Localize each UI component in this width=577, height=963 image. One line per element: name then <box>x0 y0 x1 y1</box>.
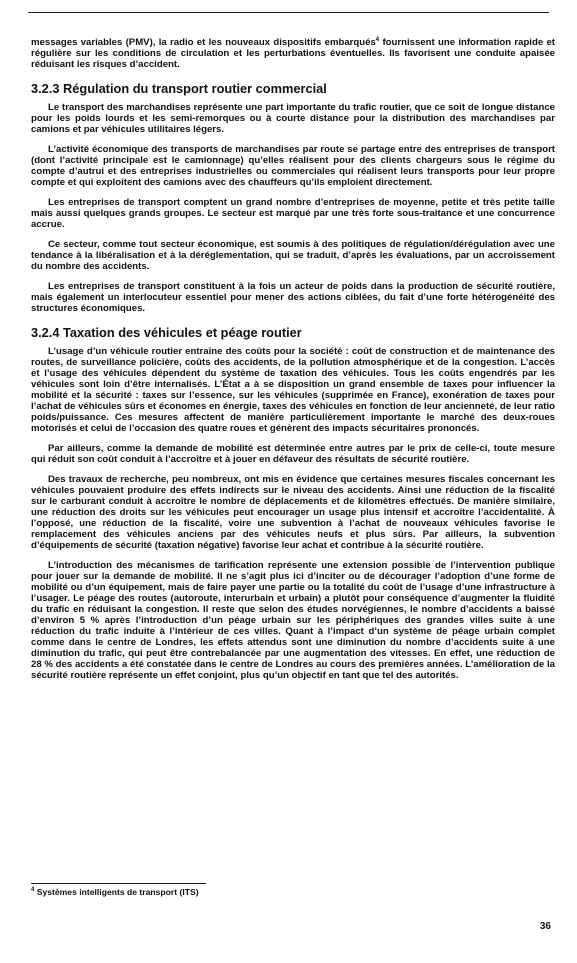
intro-paragraph <box>31 37 555 70</box>
intro-text-start: messages variables (PMV), la radio et les nouveaux dispositifs embarqués <box>31 37 376 48</box>
section-324-heading: 3.2.4 Taxation des véhicules et péage routier <box>31 325 302 340</box>
footnote-rule <box>31 883 206 884</box>
section-323-paragraph: Le transport des marchandises représente une part importante du trafic routier, que ce soit de longue distance pour les poids lourds et les semi-remorques ou à courte distance pour la distribution des marchandises par camions et par véhicules utilitaires légers. <box>31 102 555 135</box>
footnote-marker: 4 <box>31 887 35 894</box>
section-323-paragraph: Ce secteur, comme tout secteur économique, est soumis à des politiques de régulation/dérégulation avec une tendance à la libéralisation et à la déréglementation, qui se traduit, d’après les évaluations, par un accroissement du nombre des accidents. <box>31 239 555 272</box>
section-324-paragraph: Des travaux de recherche, peu nombreux, ont mis en évidence que certaines mesures fiscales concernant les véhicules pouvaient produire des effets indirects sur le niveau des accidents. Ainsi une réduction de la fiscalité sur le carburant conduit à accroître le nombre de déplacements et de kilomètres effectués. De manière similaire, une réduction des droits sur les véhicules peut encourager un usage plus intensif et accroître l’accidentalité. À l’opposé, une réduction de la fiscalité, voire une subvention à l’achat de nouveaux véhicules favorise le remplacement des véhicules anciens par des véhicules neufs et plus sûrs. Par ailleurs, la subvention d’équipements de sécurité (taxation négative) favorise leur achat et contribue à la sécurité routière. <box>31 474 555 551</box>
section-323-paragraph: Les entreprises de transport constituent à la fois un acteur de poids dans la production de sécurité routière, mais également un interlocuteur essentiel pour mener des actions ciblées, du fait d’une forte hétérogénéité des structures économiques. <box>31 281 555 314</box>
intro-text-end: fournissent une information rapide et régulière sur les conditions de circulation et les perturbations éventuelles. Ils favorisent une conduite apaisée réduisant les risques d’accident. <box>31 37 556 70</box>
section-324-paragraph: L’usage d’un véhicule routier entraîne des coûts pour la société : coût de construction et de maintenance des routes, de surveillance policière, coûts des accidents, de la pollution atmosphérique et de la congestion. L’accès et l’usage des véhicules dépendent du système de taxation des véhicules. Tous les coûts engendrés par les véhicules sont loin d’être internalisés. L’État a à se disposition un grand ensemble de taxes pour influencer la mobilité et la sécurité : taxes sur l’essence, sur les véhicules (supprimée en France), exonération de taxes pour l’achat de véhicules sûrs et économes en énergie, taxes des véhicules en fonction de leur ancienneté, de leur ratio poids/puissance. Ces mesures affectent de manière particulièrement importante le marché des deux-roues motorisés et celui de l’occasion des quatre roues et génèrent des impacts sécuritaires prononcés. <box>31 346 555 434</box>
section-323-heading: 3.2.3 Régulation du transport routier commercial <box>31 81 327 96</box>
section-324-paragraph: L’introduction des mécanismes de tarification représente une extension possible de l’intervention publique pour jouer sur la demande de mobilité. Il ne s’agit plus ici d’inciter ou de décourager l’adoption d’une forme de mobilité ou d’un équipement, mais de faire payer une partie ou la totalité du coût de l’usage d’une infrastructure à l’usager. Le péage des routes (autoroute, interurbain et urbain) a plutôt pour conséquence d’augmenter la fluidité du trafic en réduisant la congestion. Il reste que selon des études norvégiennes, le nombre d’accidents a baissé d’environ 5 % après l’introduction d’un péage urbain sur les périphériques des grandes villes suite à une réduction du trafic induite à l’intérieur de ces villes. Quant à l’impact d’un système de péage urbain complet comme dans le centre de Londres, les effets attendus sont une diminution du nombre d’accidents suite à une diminution du trafic, qui peut être contrebalancée par une augmentation des vitesses. En effet, une réduction de 28 % des accidents a été constatée dans le centre de Londres au cours des premières années. L’amélioration de la sécurité routière représente un effet conjoint, plus qu’un objectif en tant que tel des autorités. <box>31 560 555 681</box>
footnote-reference[interactable]: 4 <box>375 36 380 43</box>
section-323-paragraph: L’activité économique des transports de marchandises par route se partage entre des entreprises de transport (dont l’activité principale est le camionnage) qu’elles réalisent pour des clients chargeurs sous le régime du compte d’autrui et des entreprises industrielles ou commerciales qui réalisent leurs transports pour leur propre compte et qui exploitent des camions avec des chauffeurs qu’ils emploient directement. <box>31 144 555 188</box>
section-324-paragraph: Par ailleurs, comme la demande de mobilité est déterminée entre autres par le prix de celle-ci, toute mesure qui réduit son coût conduit à l’accroître et à jouer en défaveur des résultats de sécurité routière. <box>31 443 555 465</box>
header-rule <box>28 12 549 13</box>
section-323-paragraph: Les entreprises de transport comptent un grand nombre d’entreprises de moyenne, petite et très petite taille mais aussi quelques grands groupes. Le secteur est marqué par une très forte sous-traitance et une concurrence accrue. <box>31 197 555 230</box>
page-content <box>31 37 555 690</box>
footnote <box>31 887 199 897</box>
footnote-text: Systèmes intelligents de transport (ITS) <box>34 887 199 897</box>
page-number: 36 <box>539 921 551 932</box>
